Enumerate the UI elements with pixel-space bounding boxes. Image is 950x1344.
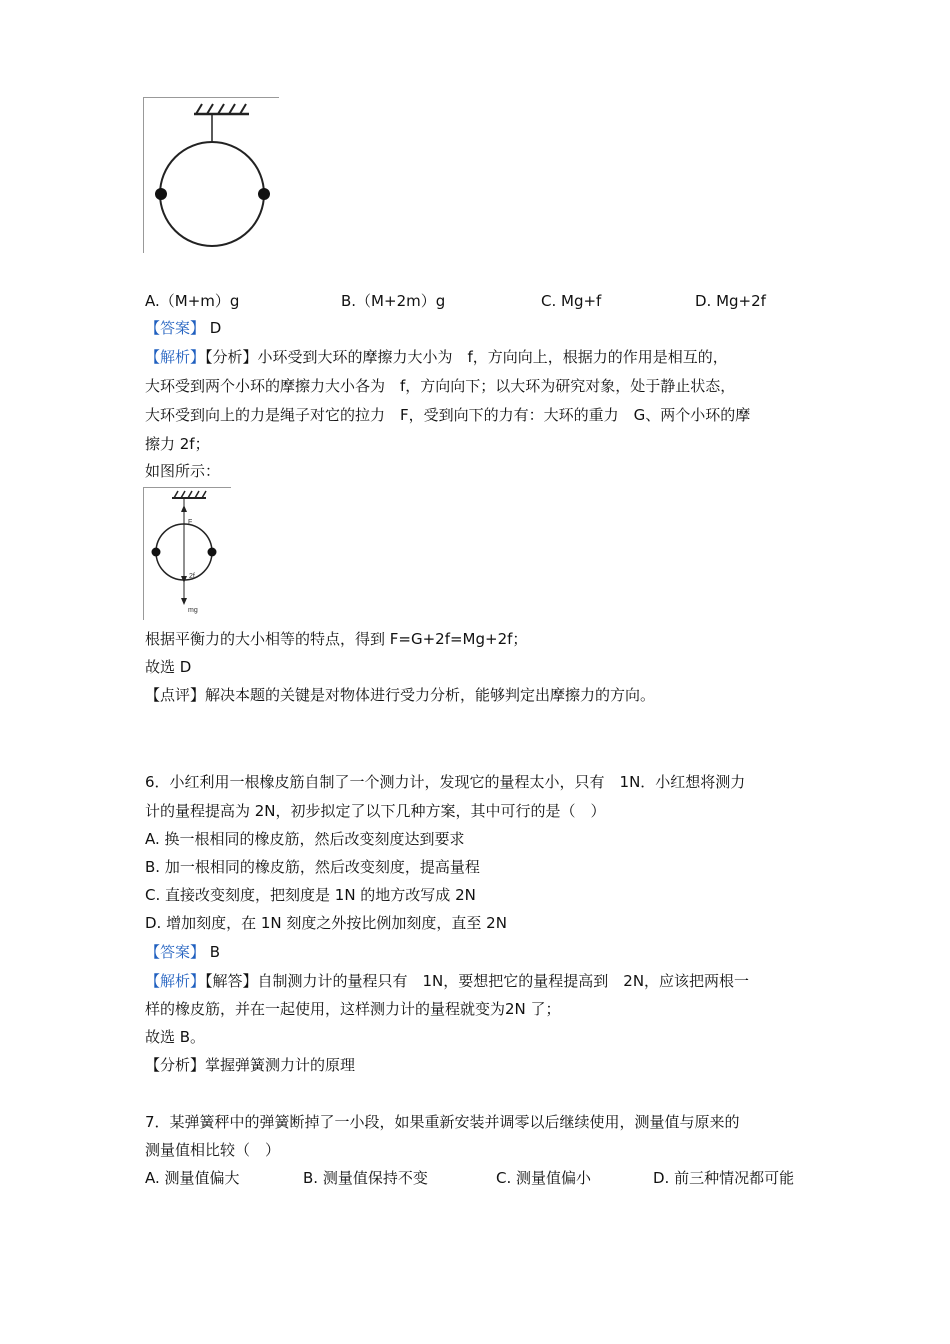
figure-force-diagram (143, 487, 231, 620)
q5-comment: 【点评】解决本题的关键是对物体进行受力分析，能够判定出摩擦力的方向。 (145, 686, 656, 704)
q6-answer: 【答案】 B (145, 943, 221, 961)
q7-option-c: C. 测量值偏小 (496, 1169, 592, 1187)
q6-stem-line-1: 6．小红利用一根橡皮筋自制了一个测力计，发现它的量程太小，只有 1N．小红想将测力 (145, 773, 746, 791)
hanging-ring-diagram (144, 98, 279, 253)
right-small-ring (208, 548, 217, 557)
q5-choose: 故选 D (145, 658, 192, 676)
q5-analysis-line-1: 【解析】【分析】小环受到大环的摩擦力大小为 f，方向向上，根据力的作用是相互的， (145, 348, 728, 366)
q5-option-d: D. Mg+2f (695, 292, 766, 310)
q5-analysis-line-3: 大环受到向上的力是绳子对它的拉力 F，受到向下的力有：大环的重力 G、两个小环的摩 (145, 406, 751, 424)
q5-option-b: B.（M+2m）g (341, 292, 446, 310)
figure-hanging-ring (143, 97, 279, 253)
q7-stem-line-2: 测量值相比较（ ） (145, 1141, 281, 1159)
q6-analysis-line-2: 样的橡皮筋，并在一起使用，这样测力计的量程就变为2N 了； (145, 1000, 561, 1018)
q7-option-b: B. 测量值保持不变 (303, 1169, 428, 1187)
label-weight: mg (188, 607, 198, 614)
q7-option-a: A. 测量值偏大 (145, 1169, 240, 1187)
q6-comment: 【分析】掌握弹簧测力计的原理 (145, 1056, 356, 1074)
q5-analysis-line-4: 擦力 2f； (145, 435, 210, 453)
label-tension: F (188, 519, 193, 526)
q7-option-d: D. 前三种情况都可能 (653, 1169, 795, 1187)
q6-option-a: A. 换一根相同的橡皮筋，然后改变刻度达到要求 (145, 830, 465, 848)
q5-analysis-line-2: 大环受到两个小环的摩擦力大小各为 f，方向向下；以大环为研究对象，处于静止状态， (145, 377, 736, 395)
q6-analysis-line-1: 【解析】【解答】自制测力计的量程只有 1N，要想把它的量程提高到 2N，应该把两根一 (145, 972, 750, 990)
q5-conclusion: 根据平衡力的大小相等的特点，得到 F=G+2f=Mg+2f； (145, 630, 528, 648)
q7-stem-line-1: 7．某弹簧秤中的弹簧断掉了一小段，如果重新安装并调零以后继续使用，测量值与原来的 (145, 1113, 740, 1131)
q5-answer: 【答案】 D (145, 319, 222, 337)
q5-as-shown: 如图所示： (145, 462, 221, 480)
q6-stem-line-2: 计的量程提高为 2N，初步拟定了以下几种方案，其中可行的是（ ） (145, 802, 606, 820)
right-small-ring (258, 188, 270, 200)
left-small-ring (155, 188, 167, 200)
q6-option-d: D. 增加刻度，在 1N 刻度之外按比例加刻度，直至 2N (145, 914, 507, 932)
q6-option-c: C. 直接改变刻度，把刻度是 1N 的地方改写成 2N (145, 886, 476, 904)
q5-option-a: A.（M+m）g (145, 292, 240, 310)
q6-choose: 故选 B。 (145, 1028, 206, 1046)
label-friction: 2f (189, 573, 195, 580)
q6-option-b: B. 加一根相同的橡皮筋，然后改变刻度，提高量程 (145, 858, 480, 876)
force-diagram (144, 488, 231, 620)
left-small-ring (152, 548, 161, 557)
q5-option-c: C. Mg+f (541, 292, 602, 310)
